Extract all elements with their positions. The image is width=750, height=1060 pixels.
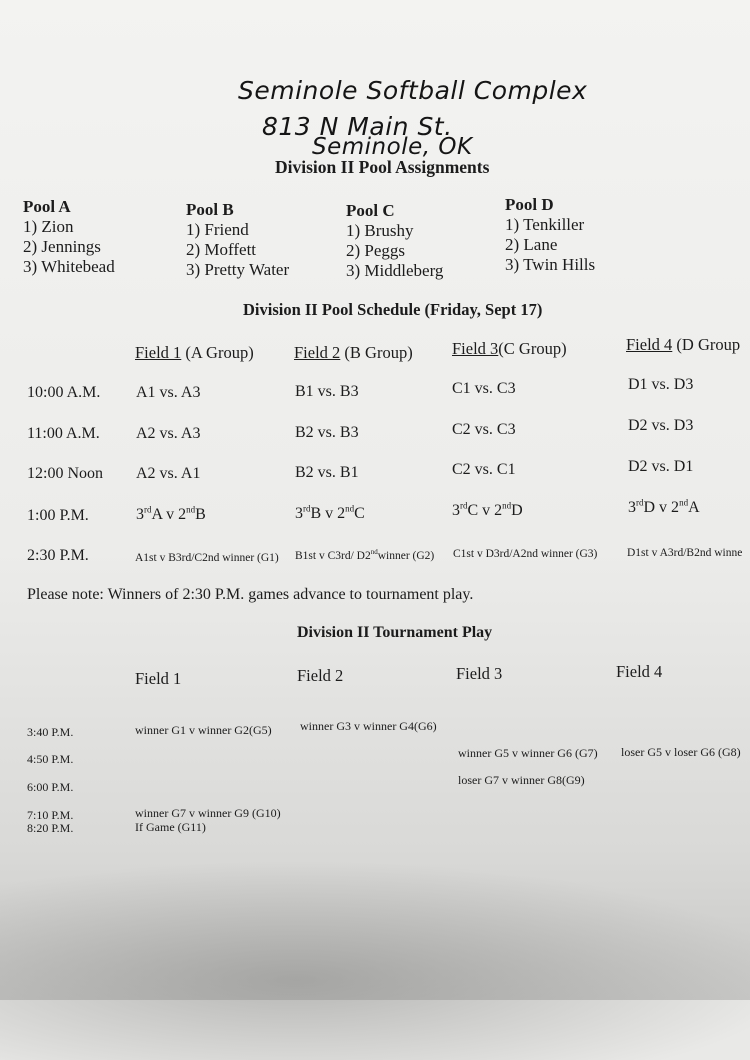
game-cell: C2 vs. C3	[452, 421, 516, 438]
tourney-field-3-header: Field 3	[456, 664, 503, 683]
game-cell: 3rdD v 2ndA	[628, 497, 700, 516]
field-group: (A Group)	[181, 343, 254, 362]
pool-d	[505, 195, 595, 275]
time-label: 1:00 P.M.	[27, 507, 89, 524]
time-label: 12:00 Noon	[27, 465, 103, 482]
field-name: Field 1	[135, 343, 182, 362]
time-label: 2:30 P.M.	[27, 547, 89, 564]
pool-team: 2) Moffett	[186, 240, 257, 259]
game-cell: B2 vs. B1	[295, 464, 359, 481]
time-label: 3:40 P.M.	[27, 725, 74, 739]
game-cell: A1 vs. A3	[136, 384, 201, 401]
pool-name: Pool C	[346, 201, 395, 220]
time-label: 10:00 A.M.	[27, 384, 101, 401]
time-label: 6:00 P.M.	[27, 780, 74, 794]
game-cell: C1st v D3rd/A2nd winner (G3)	[453, 548, 598, 560]
game-cell: A1st v B3rd/C2nd winner (G1)	[135, 552, 279, 564]
pool-team: 3) Pretty Water	[186, 260, 290, 279]
game-cell: A2 vs. A3	[136, 425, 201, 442]
pool-team: 1) Friend	[186, 220, 249, 239]
game-cell: D1 vs. D3	[628, 376, 694, 393]
pool-team: 2) Peggs	[346, 241, 406, 260]
field-1-header	[135, 343, 254, 363]
tourney-field-4-header: Field 4	[616, 662, 663, 681]
pool-team: 3) Middleberg	[346, 261, 444, 280]
game-cell: 3rdA v 2ndB	[136, 504, 206, 523]
field-name: Field 2	[294, 343, 341, 362]
pool-team: 1) Brushy	[346, 221, 414, 240]
game-cell: D2 vs. D1	[628, 458, 694, 475]
pool-team: 1) Tenkiller	[505, 215, 585, 234]
field-group: (D Group	[672, 335, 741, 354]
page-title: Division II Pool Assignments	[275, 157, 490, 177]
pool-team: 3) Twin Hills	[505, 255, 596, 274]
game-cell: C1 vs. C3	[452, 380, 516, 397]
pool-team: 2) Lane	[505, 235, 558, 254]
game-cell: B1 vs. B3	[295, 383, 359, 400]
time-label: 11:00 A.M.	[27, 425, 100, 442]
pool-name: Pool A	[23, 197, 71, 216]
pool-b	[186, 200, 289, 280]
game-cell: B1st v C3rd/ D2ndwinner (G2)	[295, 548, 435, 562]
pool-c	[346, 201, 443, 281]
game-g9: loser G7 v winner G8(G9)	[458, 773, 585, 787]
game-g11: If Game (G11)	[135, 820, 206, 834]
pool-team: 2) Jennings	[23, 237, 101, 256]
game-cell: D2 vs. D3	[628, 417, 694, 434]
field-4-header	[626, 335, 740, 355]
pool-schedule-title: Division II Pool Schedule (Friday, Sept 17)	[243, 300, 543, 319]
field-3-header	[452, 339, 567, 359]
field-name: Field 4	[626, 335, 673, 354]
game-g7: winner G5 v winner G6 (G7)	[458, 746, 598, 760]
pool-name: Pool B	[186, 200, 234, 219]
game-cell: 3rdB v 2ndC	[295, 503, 365, 522]
photo-shadow	[0, 860, 750, 1060]
game-cell: D1st v A3rd/B2nd winne	[627, 547, 743, 559]
handwritten-address: 813 N Main St.	[262, 112, 453, 141]
game-cell: 3rdC v 2ndD	[452, 500, 523, 519]
pool-name: Pool D	[505, 195, 554, 214]
pool-team: 1) Zion	[23, 217, 74, 236]
pool-a	[23, 197, 115, 277]
field-group: (C Group)	[498, 339, 567, 358]
game-cell: C2 vs. C1	[452, 461, 516, 478]
advance-note: Please note: Winners of 2:30 P.M. games advance to tournament play.	[27, 586, 474, 603]
time-label: 4:50 P.M.	[27, 752, 74, 766]
tournament-title: Division II Tournament Play	[297, 624, 493, 641]
handwritten-venue: Seminole Softball Complex	[238, 76, 588, 105]
pool-team: 3) Whitebead	[23, 257, 115, 276]
time-label: 8:20 P.M.	[27, 821, 74, 835]
game-g10: winner G7 v winner G9 (G10)	[135, 806, 281, 820]
game-cell: B2 vs. B3	[295, 424, 359, 441]
game-g5: winner G1 v winner G2(G5)	[135, 723, 272, 737]
tourney-field-1-header: Field 1	[135, 669, 182, 688]
time-label: 7:10 P.M.	[27, 808, 74, 822]
field-group: (B Group)	[340, 343, 413, 362]
field-2-header	[294, 343, 413, 363]
game-g6: winner G3 v winner G4(G6)	[300, 719, 437, 733]
field-name: Field 3	[452, 339, 499, 358]
game-cell: A2 vs. A1	[136, 465, 201, 482]
game-g8: loser G5 v loser G6 (G8)	[621, 745, 741, 759]
tourney-field-2-header: Field 2	[297, 666, 344, 685]
handwritten-city: Seminole, OK	[312, 134, 473, 160]
